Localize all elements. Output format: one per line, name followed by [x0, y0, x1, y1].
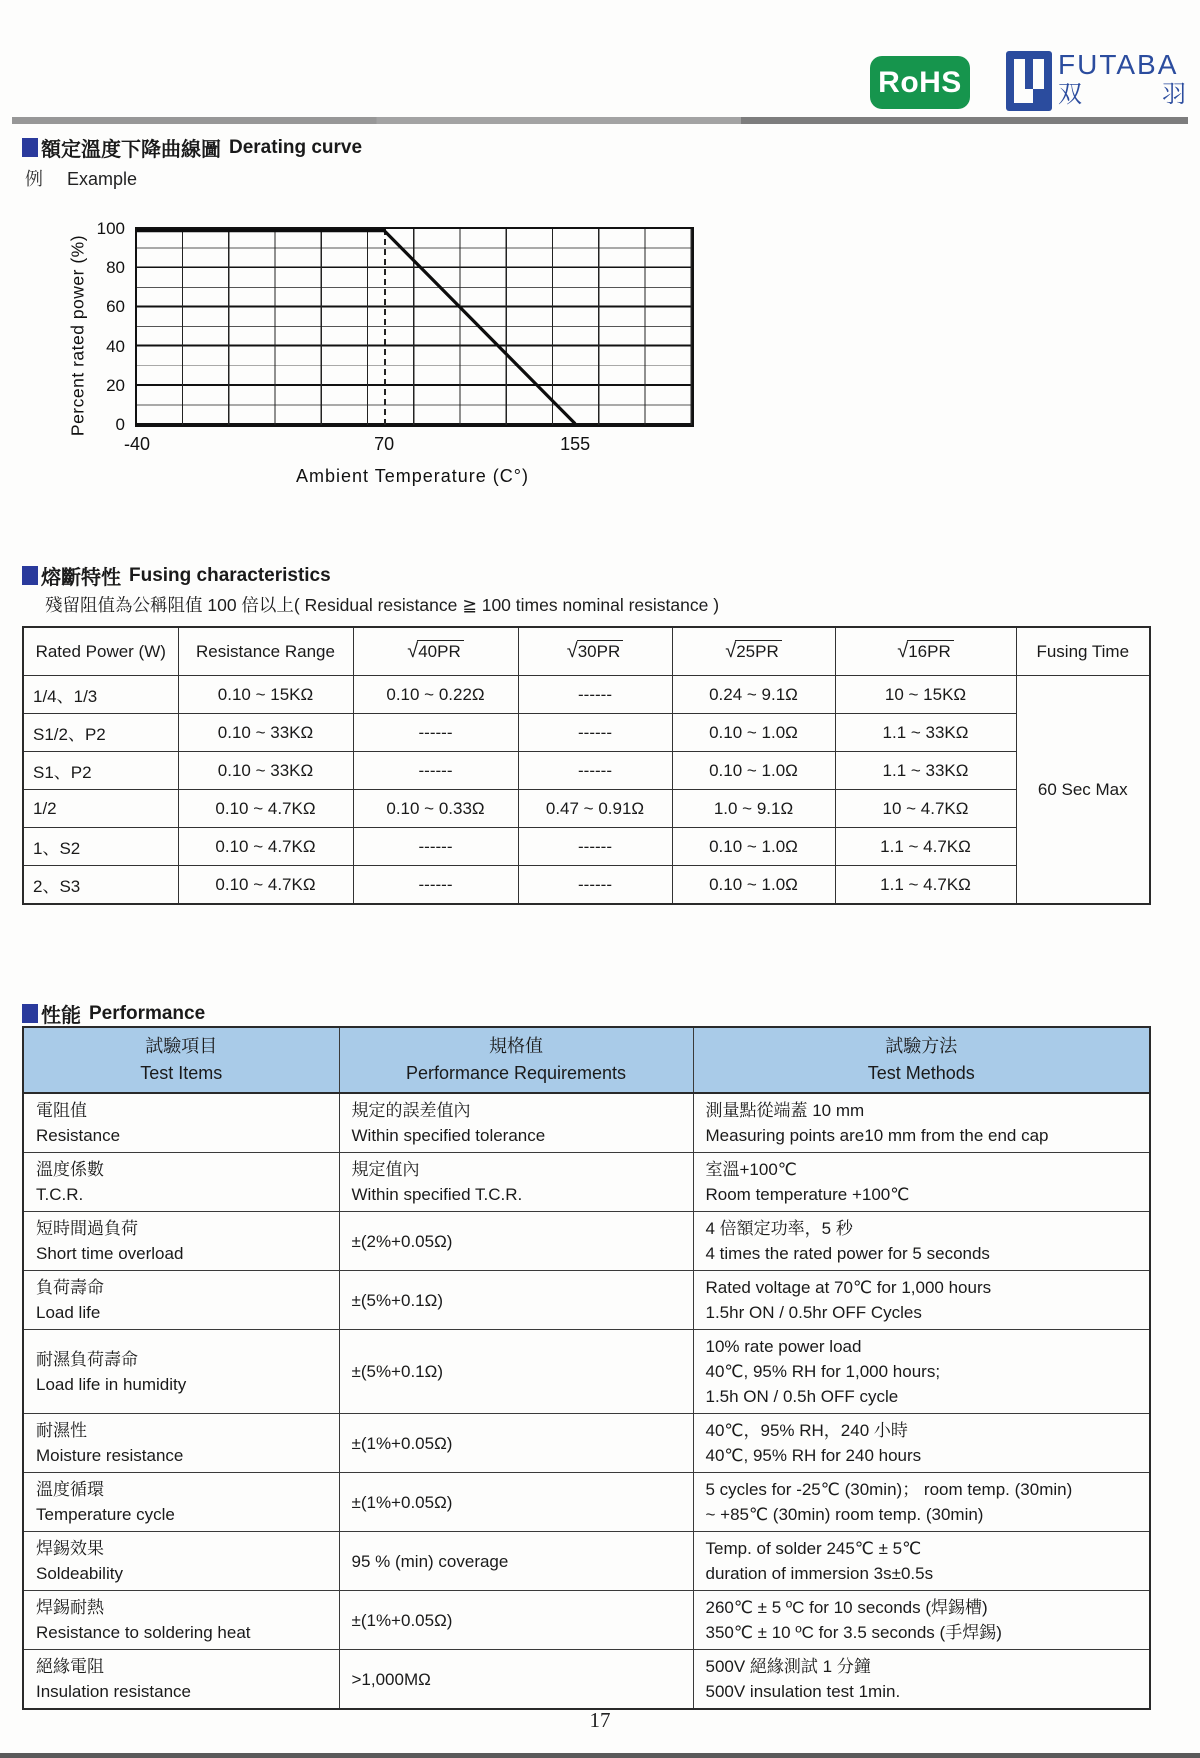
- performance-item-cell: [23, 1093, 339, 1153]
- fusing-section-title: [22, 561, 331, 590]
- fusing-cell: 0.10 ~ 4.7KΩ: [178, 790, 353, 828]
- performance-title-cjk: 性能: [41, 1005, 81, 1027]
- performance-row: [23, 1414, 1150, 1473]
- header-divider: [12, 117, 1188, 124]
- performance-cell-line: ±(1%+0.05Ω): [351, 1610, 453, 1630]
- performance-req-cell: [339, 1473, 693, 1532]
- performance-title-en: Performance: [89, 1002, 206, 1024]
- fusing-col-label: 16PR: [907, 640, 954, 661]
- performance-item-cell: [23, 1212, 339, 1271]
- fusing-cell: 0.10 ~ 15KΩ: [178, 676, 353, 714]
- section-marker-icon: [22, 1004, 38, 1023]
- performance-cell-line: Within specified tolerance: [351, 1126, 546, 1145]
- performance-cell-line: Insulation resistance: [36, 1682, 191, 1701]
- performance-cell-line: Resistance: [36, 1126, 121, 1145]
- fusing-header-row: [23, 627, 1150, 676]
- performance-method-cell: [693, 1650, 1150, 1710]
- fusing-col-header: Resistance Range: [178, 627, 353, 676]
- fusing-cell: ------: [518, 866, 672, 905]
- performance-col-header: [693, 1027, 1150, 1093]
- futaba-logo-icon: [1006, 50, 1052, 117]
- fusing-col-label: 30PR: [577, 640, 624, 661]
- performance-cell-line: 焊錫效果: [36, 1539, 104, 1558]
- fusing-row: [23, 828, 1150, 866]
- performance-cell-line: ±(2%+0.05Ω): [351, 1231, 453, 1251]
- performance-cell-line: 10% rate power load: [705, 1337, 862, 1356]
- performance-header-line: 規格值: [489, 1036, 543, 1056]
- fusing-cell: ------: [353, 714, 518, 752]
- fusing-row: [23, 714, 1150, 752]
- brand-cjk: [1058, 80, 1186, 110]
- performance-header-line: Test Items: [140, 1063, 223, 1083]
- performance-cell-line: 1.5h ON / 0.5h OFF cycle: [705, 1387, 899, 1406]
- performance-cell-line: 40℃，95% RH，240 小時: [705, 1421, 908, 1440]
- fusing-col-header: [835, 627, 1016, 676]
- performance-cell-line: 40℃, 95% RH for 240 hours: [705, 1446, 922, 1465]
- performance-method-cell: [693, 1212, 1150, 1271]
- fusing-cell: ------: [353, 828, 518, 866]
- performance-row: [23, 1330, 1150, 1414]
- performance-cell-line: 耐濕負荷壽命: [36, 1349, 138, 1369]
- performance-cell-line: 260℃ ± 5 ºC for 10 seconds (焊錫槽): [705, 1598, 988, 1617]
- performance-method-cell: [693, 1532, 1150, 1591]
- fusing-col-header: Rated Power (W): [23, 627, 178, 676]
- performance-header-row: [23, 1027, 1150, 1093]
- fusing-cell: 1/2: [23, 790, 178, 828]
- performance-method-cell: [693, 1591, 1150, 1650]
- section-marker-icon: [22, 138, 38, 157]
- fusing-cell: 1、S2: [23, 828, 178, 866]
- fusing-col-label: 25PR: [735, 640, 782, 661]
- performance-cell-line: Resistance to soldering heat: [36, 1623, 251, 1642]
- performance-col-header: [339, 1027, 693, 1093]
- fusing-cell: 1.0 ~ 9.1Ω: [672, 790, 835, 828]
- performance-row: [23, 1093, 1150, 1153]
- fusing-cell: ------: [518, 676, 672, 714]
- performance-header-line: Performance Requirements: [405, 1063, 627, 1083]
- performance-cell-line: 焊錫耐熱: [36, 1598, 104, 1617]
- performance-item-cell: [23, 1330, 339, 1414]
- performance-item-cell: [23, 1153, 339, 1212]
- performance-row: [23, 1153, 1150, 1212]
- fusing-time-cell: 60 Sec Max: [1016, 676, 1150, 905]
- y-tick-label: 100: [96, 219, 125, 238]
- performance-cell-line: 測量點從端蓋 10 mm: [705, 1101, 865, 1120]
- performance-cell-line: 1.5hr ON / 0.5hr OFF Cycles: [705, 1303, 922, 1322]
- performance-cell-line: 4 倍額定功率，5 秒: [705, 1219, 853, 1238]
- performance-cell-line: T.C.R.: [36, 1185, 84, 1204]
- x-tick-label: 155: [560, 434, 591, 454]
- performance-cell-line: 500V 絕緣測試 1 分鐘: [705, 1657, 871, 1676]
- fusing-col-header: [672, 627, 835, 676]
- header-logos: [870, 50, 1186, 117]
- performance-cell-line: 負荷壽命: [36, 1278, 104, 1297]
- fusing-cell: 0.10 ~ 0.33Ω: [353, 790, 518, 828]
- derating-chart-plot: [96, 219, 694, 454]
- performance-cell-line: 耐濕性: [36, 1421, 87, 1440]
- performance-cell-line: ±(1%+0.05Ω): [351, 1433, 453, 1453]
- performance-row: [23, 1650, 1150, 1710]
- fusing-cell: 10 ~ 4.7KΩ: [835, 790, 1016, 828]
- performance-cell-line: Room temperature +100℃: [705, 1185, 910, 1204]
- performance-cell-line: 350℃ ± 10 ºC for 3.5 seconds (手焊錫): [705, 1623, 1002, 1642]
- performance-item-cell: [23, 1271, 339, 1330]
- performance-cell-line: Temp. of solder 245℃ ± 5℃: [705, 1539, 922, 1558]
- fusing-row: [23, 676, 1150, 714]
- fusing-cell: ------: [353, 752, 518, 790]
- y-tick-label: 0: [115, 415, 125, 434]
- performance-req-cell: [339, 1330, 693, 1414]
- bottom-edge-strip: [0, 1753, 1200, 1758]
- performance-item-cell: [23, 1414, 339, 1473]
- fusing-subtitle: 殘留阻值為公稱阻值 100 倍以上( Residual resistance ≧ 100 times nominal resistance ): [45, 595, 720, 615]
- rohs-label: RoHS: [878, 65, 962, 99]
- y-tick-label: 40: [106, 336, 125, 356]
- fusing-cell: S1、P2: [23, 752, 178, 790]
- performance-cell-line: ±(1%+0.05Ω): [351, 1492, 453, 1512]
- performance-item-cell: [23, 1473, 339, 1532]
- example-cjk: 例: [25, 169, 43, 189]
- rohs-badge-icon: [870, 56, 970, 109]
- performance-header-line: 試驗項目: [145, 1036, 218, 1056]
- example-label: [25, 165, 137, 191]
- sqrt-icon: √: [725, 640, 737, 662]
- performance-cell-line: 室溫+100℃: [705, 1160, 797, 1179]
- fusing-title-cjk: 熔斷特性: [41, 567, 121, 589]
- performance-header-line: 試驗方法: [885, 1036, 958, 1056]
- performance-cell-line: duration of immersion 3s±0.5s: [705, 1564, 934, 1583]
- performance-row: [23, 1212, 1150, 1271]
- fusing-row: [23, 790, 1150, 828]
- fusing-cell: 10 ~ 15KΩ: [835, 676, 1016, 714]
- performance-row: [23, 1591, 1150, 1650]
- performance-req-cell: [339, 1153, 693, 1212]
- brand-cjk-left: 双: [1058, 81, 1082, 108]
- chart-x-axis-title: Ambient Temperature (C°): [296, 466, 529, 486]
- page-number: 17: [589, 1708, 611, 1732]
- fusing-col-label: 40PR: [417, 640, 464, 661]
- fusing-cell: 1.1 ~ 4.7KΩ: [835, 828, 1016, 866]
- performance-cell-line: 規定值內: [351, 1160, 420, 1179]
- chart-y-axis-title: Percent rated power (%): [67, 234, 88, 437]
- performance-req-cell: [339, 1212, 693, 1271]
- performance-item-cell: [23, 1591, 339, 1650]
- fusing-cell: 0.24 ~ 9.1Ω: [672, 676, 835, 714]
- performance-table: [22, 1026, 1151, 1710]
- performance-cell-line: ±(5%+0.1Ω): [351, 1290, 443, 1310]
- performance-item-cell: [23, 1532, 339, 1591]
- example-en: Example: [67, 169, 138, 189]
- performance-cell-line: 絕緣電阻: [36, 1657, 104, 1676]
- sqrt-icon: √: [407, 640, 419, 662]
- performance-method-cell: [693, 1093, 1150, 1153]
- fusing-cell: 0.10 ~ 0.22Ω: [353, 676, 518, 714]
- y-tick-label: 20: [106, 375, 125, 395]
- fusing-row: [23, 752, 1150, 790]
- performance-cell-line: 5 cycles for -25℃ (30min)； room temp. (30min): [705, 1480, 1073, 1499]
- performance-cell-line: 規定的誤差值內: [351, 1101, 471, 1120]
- fusing-cell: ------: [518, 714, 672, 752]
- performance-cell-line: Short time overload: [36, 1244, 184, 1263]
- performance-req-cell: [339, 1532, 693, 1591]
- fusing-cell: 1.1 ~ 4.7KΩ: [835, 866, 1016, 905]
- fusing-cell: 0.10 ~ 4.7KΩ: [178, 866, 353, 905]
- fusing-cell: 1.1 ~ 33KΩ: [835, 714, 1016, 752]
- fusing-table: [22, 626, 1151, 905]
- fusing-cell: 1.1 ~ 33KΩ: [835, 752, 1016, 790]
- fusing-col-header: Fusing Time: [1016, 627, 1150, 676]
- fusing-cell: ------: [518, 828, 672, 866]
- performance-item-cell: [23, 1650, 339, 1710]
- performance-cell-line: 短時間過負荷: [36, 1219, 138, 1238]
- performance-cell-line: Within specified T.C.R.: [351, 1185, 523, 1204]
- fusing-cell: 0.10 ~ 33KΩ: [178, 752, 353, 790]
- performance-req-cell: [339, 1093, 693, 1153]
- performance-cell-line: Soldeability: [36, 1564, 123, 1583]
- performance-cell-line: Moisture resistance: [36, 1446, 184, 1465]
- fusing-col-header: [353, 627, 518, 676]
- fusing-tbody: [23, 676, 1150, 905]
- y-tick-label: 60: [106, 297, 125, 317]
- fusing-cell: 0.47 ~ 0.91Ω: [518, 790, 672, 828]
- performance-row: [23, 1271, 1150, 1330]
- performance-method-cell: [693, 1271, 1150, 1330]
- fusing-cell: 0.10 ~ 1.0Ω: [672, 752, 835, 790]
- fusing-cell: 0.10 ~ 1.0Ω: [672, 866, 835, 905]
- performance-req-cell: [339, 1650, 693, 1710]
- sqrt-icon: √: [566, 640, 578, 662]
- performance-method-cell: [693, 1330, 1150, 1414]
- performance-cell-line: 40℃, 95% RH for 1,000 hours;: [705, 1362, 941, 1381]
- performance-req-cell: [339, 1591, 693, 1650]
- derating-curve-line: [137, 231, 575, 424]
- fusing-cell: 0.10 ~ 4.7KΩ: [178, 828, 353, 866]
- sqrt-icon: √: [897, 640, 909, 662]
- performance-tbody: [23, 1093, 1150, 1709]
- fusing-cell: 0.10 ~ 33KΩ: [178, 714, 353, 752]
- x-tick-label: -40: [123, 434, 151, 454]
- performance-cell-line: 電阻值: [36, 1101, 87, 1120]
- fusing-title-en: Fusing characteristics: [129, 564, 331, 586]
- performance-row: [23, 1473, 1150, 1532]
- performance-cell-line: 溫度循環: [36, 1480, 104, 1499]
- performance-header-line: Test Methods: [867, 1063, 975, 1083]
- performance-cell-line: Load life in humidity: [36, 1374, 187, 1394]
- performance-method-cell: [693, 1153, 1150, 1212]
- fusing-cell: 2、S3: [23, 866, 178, 905]
- futaba-wordmark: [1058, 50, 1186, 117]
- performance-method-cell: [693, 1414, 1150, 1473]
- performance-cell-line: 95 % (min) coverage: [351, 1551, 509, 1571]
- fusing-row: [23, 866, 1150, 905]
- performance-cell-line: 4 times the rated power for 5 seconds: [705, 1244, 990, 1263]
- derating-title-en: Derating curve: [229, 136, 363, 158]
- fusing-cell: S1/2、P2: [23, 714, 178, 752]
- x-tick-label: 70: [374, 434, 395, 454]
- performance-cell-line: ~ +85℃ (30min) room temp. (30min): [705, 1505, 984, 1524]
- fusing-cell: 1/4、1/3: [23, 676, 178, 714]
- fusing-cell: ------: [518, 752, 672, 790]
- performance-cell-line: 500V insulation test 1min.: [705, 1682, 901, 1701]
- derating-title-cjk: 額定溫度下降曲線圖: [41, 139, 221, 161]
- brand-name: FUTABA: [1058, 49, 1179, 80]
- section-marker-icon: [22, 566, 38, 585]
- performance-row: [23, 1532, 1150, 1591]
- fusing-cell: 0.10 ~ 1.0Ω: [672, 714, 835, 752]
- performance-cell-line: Rated voltage at 70℃ for 1,000 hours: [705, 1278, 992, 1297]
- performance-req-cell: [339, 1271, 693, 1330]
- derating-section-title: [22, 133, 362, 162]
- performance-cell-line: ±(5%+0.1Ω): [351, 1362, 443, 1381]
- performance-cell-line: >1,000MΩ: [351, 1669, 431, 1689]
- fusing-cell: 0.10 ~ 1.0Ω: [672, 828, 835, 866]
- performance-cell-line: Load life: [36, 1303, 101, 1322]
- performance-section-title: [22, 999, 205, 1028]
- performance-method-cell: [693, 1473, 1150, 1532]
- brand-cjk-right: 羽: [1162, 81, 1186, 108]
- y-tick-label: 80: [106, 258, 125, 278]
- performance-req-cell: [339, 1414, 693, 1473]
- performance-cell-line: Measuring points are10 mm from the end cap: [705, 1126, 1049, 1145]
- performance-cell-line: 溫度係數: [36, 1160, 104, 1179]
- fusing-cell: ------: [353, 866, 518, 905]
- performance-col-header: [23, 1027, 339, 1093]
- fusing-col-header: [518, 627, 672, 676]
- futaba-logo: [1006, 50, 1186, 117]
- performance-cell-line: Temperature cycle: [36, 1505, 175, 1524]
- chart-line-svg: [137, 229, 692, 425]
